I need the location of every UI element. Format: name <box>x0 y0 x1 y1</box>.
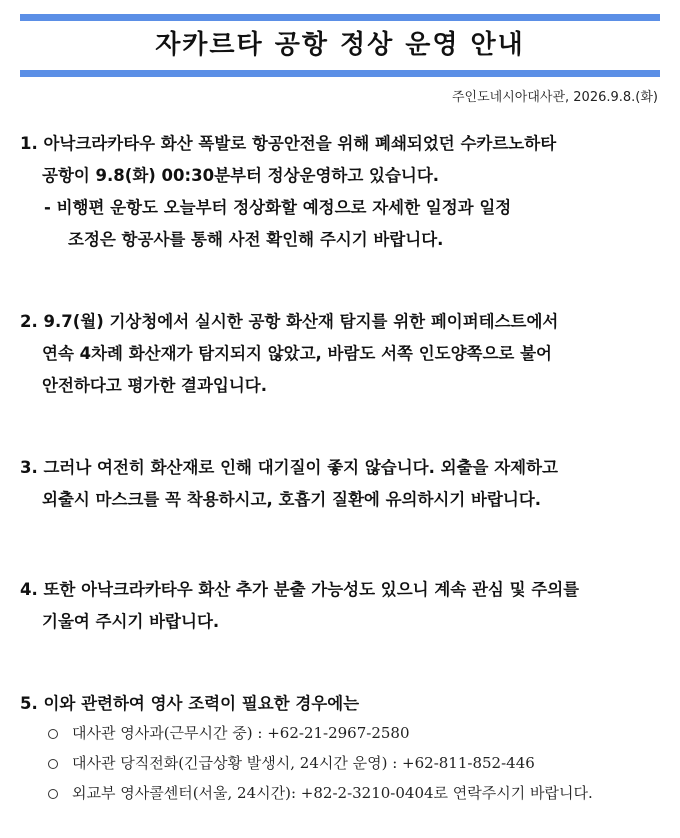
contact-item <box>20 778 670 808</box>
contact-text: 외교부 영사콜센터(서울, 24시간): +82-2-3210-0404로 연락주시기 바랍니다. <box>72 784 593 802</box>
notice-item-2 <box>20 306 660 402</box>
item-sub-line: - 비행편 운항도 오늘부터 정상화할 예정으로 자세한 일정과 일정 <box>44 198 512 217</box>
circle-bullet-icon <box>48 729 58 739</box>
notice-item-4 <box>20 574 660 638</box>
page-title: 자카르타 공항 정상 운영 안내 <box>155 30 525 60</box>
item-line: 외출시 마스크를 꼭 착용하시고, 호흡기 질환에 유의하시기 바랍니다. <box>42 490 542 509</box>
item-line: 4. 또한 아낙크라카타우 화산 추가 분출 가능성도 있으니 계속 관심 및 주의를 <box>20 580 580 599</box>
item-line: 2. 9.7(월) 기상청에서 실시한 공항 화산재 탐지를 위한 페이퍼테스트에서 <box>20 312 559 331</box>
notice-item-3 <box>20 452 660 516</box>
contact-text: 대사관 영사과(근무시간 중) : +62-21-2967-2580 <box>72 724 410 742</box>
contact-item <box>20 748 670 778</box>
byline: 주인도네시아대사관, 2026.9.8.(화) <box>451 90 658 105</box>
item-line: 안전하다고 평가한 결과입니다. <box>42 376 267 395</box>
item-line: 기울여 주시기 바랍니다. <box>42 612 220 631</box>
item-sub-line: 조정은 항공사를 통해 사전 확인해 주시기 바랍니다. <box>68 230 444 249</box>
contact-list <box>20 718 670 808</box>
notice-item-1 <box>20 128 660 256</box>
item-line: 연속 4차례 화산재가 탐지되지 않았고, 바람도 서쪽 인도양쪽으로 불어 <box>42 344 552 363</box>
item-line: 공항이 9.8(화) 00:30분부터 정상운영하고 있습니다. <box>42 166 440 185</box>
item-line: 1. 아낙크라카타우 화산 폭발로 항공안전을 위해 폐쇄되었던 수카르노하타 <box>20 134 557 153</box>
circle-bullet-icon <box>48 789 58 799</box>
item-line: 3. 그러나 여전히 화산재로 인해 대기질이 좋지 않습니다. 외출을 자제하고 <box>20 458 558 477</box>
contact-item <box>20 718 670 748</box>
notice-item-5 <box>20 688 660 720</box>
contact-text: 대사관 당직전화(긴급상황 발생시, 24시간 운영) : +62-811-852-446 <box>72 754 535 772</box>
title-top-rule <box>20 14 660 21</box>
item-line: 5. 이와 관련하여 영사 조력이 필요한 경우에는 <box>20 694 360 713</box>
title-bottom-rule <box>20 70 660 77</box>
circle-bullet-icon <box>48 759 58 769</box>
